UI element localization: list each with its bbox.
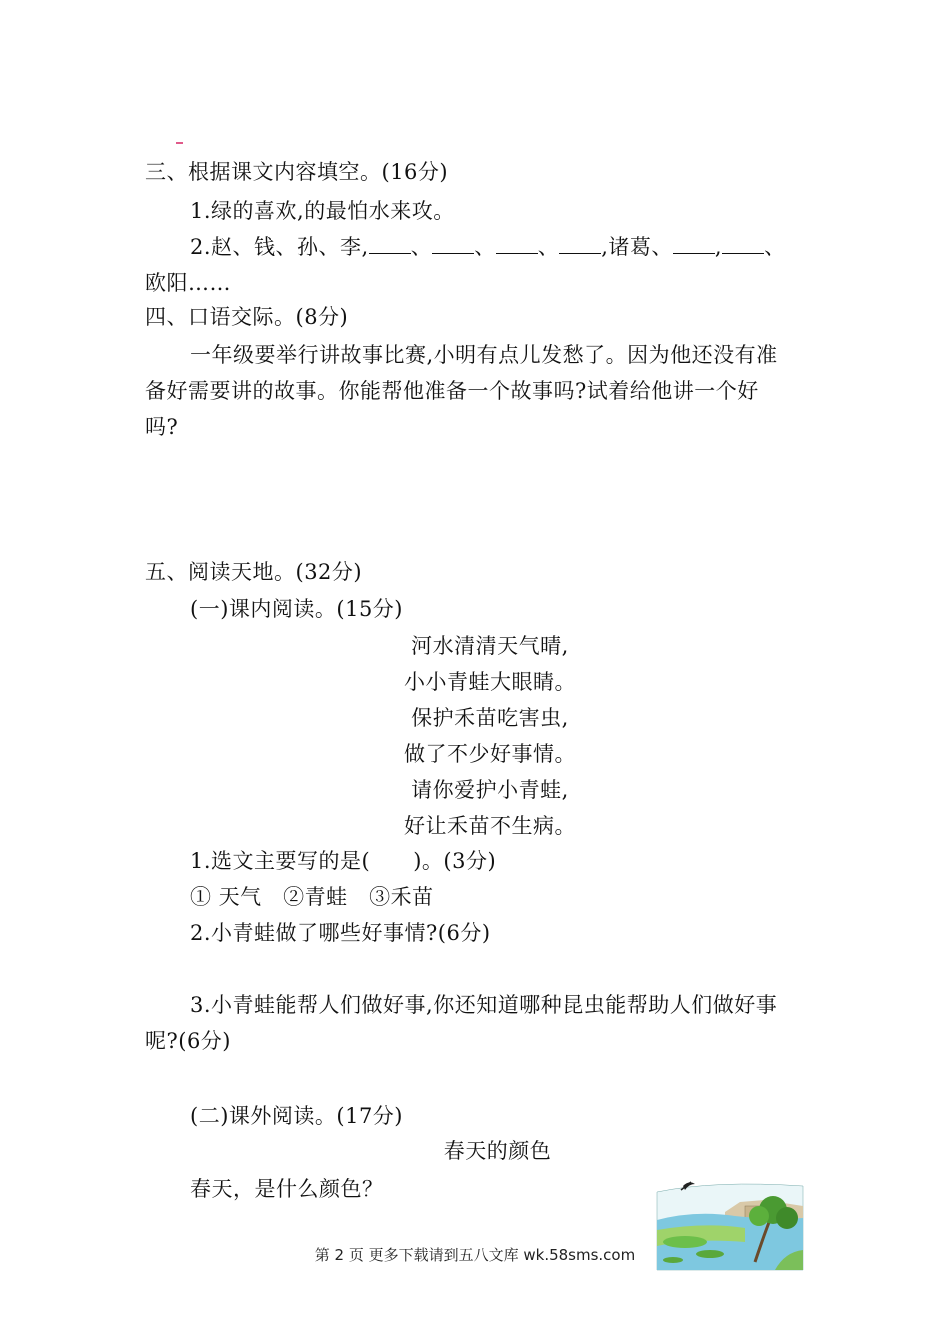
answer-blank[interactable] [722, 235, 764, 254]
separator: 、 [537, 235, 560, 259]
section5-heading: 五、阅读天地。(32分) [145, 560, 363, 584]
part1-heading: (一)课内阅读。(15分) [190, 597, 403, 621]
section4-paragraph-line3: 吗? [145, 415, 179, 439]
reading-question3-line2: 呢?(6分) [145, 1029, 232, 1053]
poem-line: 好让禾苗不生病。 [404, 814, 576, 838]
page-footer: 第 2 页 更多下载请到五八文库 wk.58sms.com [314, 1246, 636, 1264]
section4-paragraph-line2: 备好需要讲的故事。你能帮他准备一个故事吗?试着给他讲一个好 [145, 379, 759, 403]
answer-blank[interactable] [559, 235, 601, 254]
answer-blank[interactable] [369, 235, 411, 254]
section3-question2-continued: 欧阳…… [145, 271, 231, 295]
reading-question2: 2.小青蛙做了哪些好事情?(6分) [190, 921, 491, 945]
answer-blank[interactable] [432, 235, 474, 254]
q2-end: 、 [764, 235, 786, 259]
separator: 、 [410, 235, 433, 259]
answer-blank[interactable] [673, 235, 715, 254]
separator: 、 [474, 235, 496, 259]
section4-paragraph-line1: 一年级要举行讲故事比赛,小明有点儿发愁了。因为他还没有准 [190, 343, 778, 367]
section3-question1: 1.绿的喜欢,的最怕水来攻。 [190, 199, 455, 223]
poem-line: 河水清清天气晴, [411, 634, 569, 658]
part2-heading: (二)课外阅读。(17分) [190, 1104, 403, 1128]
story-title: 春天的颜色 [443, 1139, 552, 1163]
section4-heading: 四、口语交际。(8分) [145, 305, 349, 329]
section3-heading: 三、根据课文内容填空。(16分) [145, 160, 449, 184]
poem-line: 做了不少好事情。 [404, 742, 576, 766]
story-first-line: 春天，是什么颜色？ [190, 1177, 384, 1201]
poem-line: 请你爱护小青蛙, [411, 778, 569, 802]
q2-prefix: 2.赵、钱、孙、李, [190, 235, 369, 259]
poem-line: 保护禾苗吃害虫, [411, 706, 569, 730]
answer-blank[interactable] [496, 235, 538, 254]
red-mark [176, 142, 183, 144]
reading-question3-line1: 3.小青蛙能帮人们做好事,你还知道哪种昆虫能帮助人们做好事 [190, 993, 778, 1017]
poem-line: 小小青蛙大眼睛。 [404, 670, 576, 694]
reading-question1-options: ① 天气 ②青蛙 ③禾苗 [190, 885, 434, 909]
q2-mid: ,诸葛、 [601, 235, 673, 259]
comma: , [714, 235, 723, 259]
reading-question1: 1.选文主要写的是( )。(3分) [190, 849, 497, 873]
section3-question2 [190, 232, 786, 262]
